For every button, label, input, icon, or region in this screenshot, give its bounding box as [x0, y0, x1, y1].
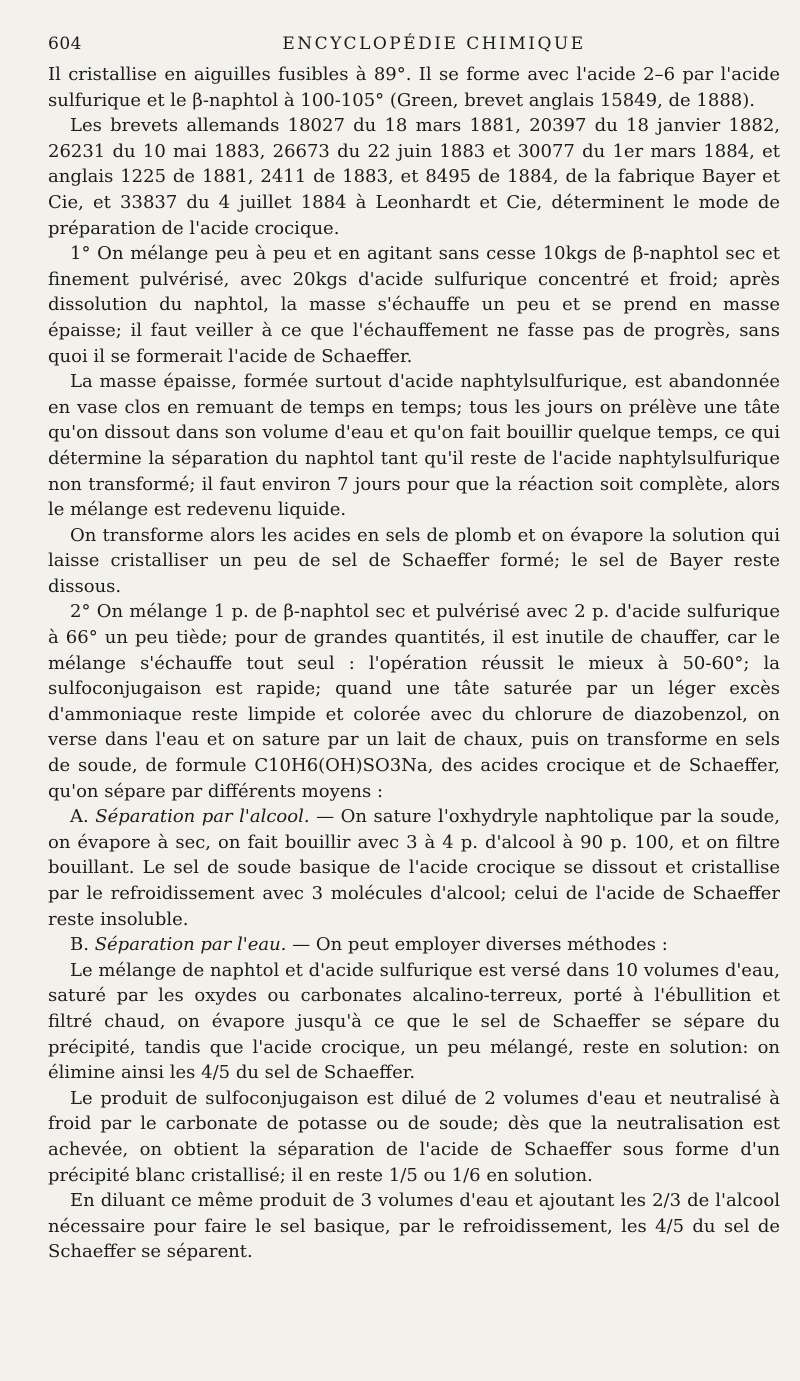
paragraph-section-a: [48, 804, 780, 932]
paragraph-diluant: En diluant ce même produit de 3 volumes d'eau et ajoutant les 2/3 de l'alcool nécessaire pour faire le sel basique, par le refroidissement, les 4/5 du sel de Schaeffer se séparent.: [48, 1190, 780, 1263]
paragraph-masse-epaisse: La masse épaisse, formée surtout d'acide naphtylsulfurique, est abandonnée en vase clos en remuant de temps en temps; tous les jours on prélève une tâte qu'on dissout dans son volume d'eau et qu'on fait bouillir quelque temps, ce qui détermine la séparation du naphtol tant qu'il reste de l'acide naphtylsulfurique non transformé; il faut environ 7 jours pour que la réaction soit complète, alors le mélange est redevenu liquide.: [48, 371, 780, 521]
page-header: [48, 28, 780, 62]
paragraph-sels-plomb: On transforme alors les acides en sels de plomb et on évapore la solution qui laisse cristalliser un peu de sel de Schaeffer formé; le sel de Bayer reste dissous.: [48, 524, 780, 597]
section-a-text: — On sature l'oxhydryle naphtolique par la soude, on évapore à sec, on fait bouillir avec 3 à 4 p. d'alcool à 90 p. 100, et on filtre bouillant. Le sel de soude basique de l'acide crocique se dissout et cristallise par le refroidissement avec 3 molécules d'alcool; celui de l'acide de Schaeffer reste insoluble.: [48, 806, 780, 930]
section-b-text: — On peut employer diverses méthodes :: [292, 934, 668, 956]
paragraph-sulfoconjugaison: Le produit de sulfoconjugaison est dilué de 2 volumes d'eau et neutralisé à froid par le carbonate de potasse ou de soude; dès que la neutralisation est achevée, on obtient la séparation de l'acide de Schaeffer sous forme d'un précipité blanc cristallisé; il en reste 1/5 ou 1/6 en solution.: [48, 1087, 780, 1186]
section-b-letter: B.: [70, 934, 89, 956]
paragraph-method-2: 2° On mélange 1 p. de β-naphtol sec et pulvérisé avec 2 p. d'acide sulfurique à 66° un peu tiède; pour de grandes quantités, il est inutile de chauffer, car le mélange s'échauffe tout seul : l'opération réussit le mieux à 50-60°; la sulfoconjugaison est rapide; quand une tâte saturée par un léger excès d'ammoniaque reste limpide et colorée avec du chlorure de diazobenzol, on verse dans l'eau et on sature par un lait de chaux, puis on transforme en sels de soude, de formule C10H6(OH)SO3Na, des acides crocique et de Schaeffer, qu'on sépare par différents moyens :: [48, 601, 780, 802]
page-number: 604: [48, 34, 82, 54]
section-b-title: Séparation par l'eau.: [94, 934, 287, 956]
paragraph-section-b: [48, 932, 780, 958]
running-title: ENCYCLOPÉDIE CHIMIQUE: [282, 34, 586, 54]
section-a-title: Séparation par l'alcool.: [95, 806, 310, 828]
paragraph-brevets: Les brevets allemands 18027 du 18 mars 1881, 20397 du 18 janvier 1882, 26231 du 10 mai 1883, 26673 du 22 juin 1883 et 30077 du 1er mars 1884, et anglais 1225 de 1881, 2411 de 1883, et 8495 de 1884, de la fabrique Bayer et Cie, et 33837 du 4 juillet 1884 à Leonhardt et Cie, déterminent le mode de préparation de l'acide crocique.: [48, 115, 780, 239]
section-a-letter: A.: [70, 806, 89, 828]
paragraph-cristallise: Il cristallise en aiguilles fusibles à 89°. Il se forme avec l'acide 2–6 par l'acide sulfurique et le β-naphtol à 100-105° (Green, brevet anglais 15849, de 1888).: [48, 64, 780, 111]
paragraph-melange-naphtol: Le mélange de naphtol et d'acide sulfurique est versé dans 10 volumes d'eau, saturé par les oxydes ou carbonates alcalino-terreux, porté à l'ébullition et filtré chaud, on évapore jusqu'à ce que le sel de Schaeffer se sépare du précipité, tandis que l'acide crocique, un peu mélangé, reste en solution: on élimine ainsi les 4/5 du sel de Schaeffer.: [48, 959, 780, 1084]
paragraph-method-1: 1° On mélange peu à peu et en agitant sans cesse 10kgs de β-naphtol sec et finement pulvérisé, avec 20kgs d'acide sulfurique concentré et froid; après dissolution du naphtol, la masse s'échauffe un peu et se prend en masse épaisse; il faut veiller à ce que l'échauffement ne fasse pas de progrès, sans quoi il se formerait l'acide de Schaeffer.: [48, 243, 780, 367]
body-text: [48, 62, 780, 1265]
